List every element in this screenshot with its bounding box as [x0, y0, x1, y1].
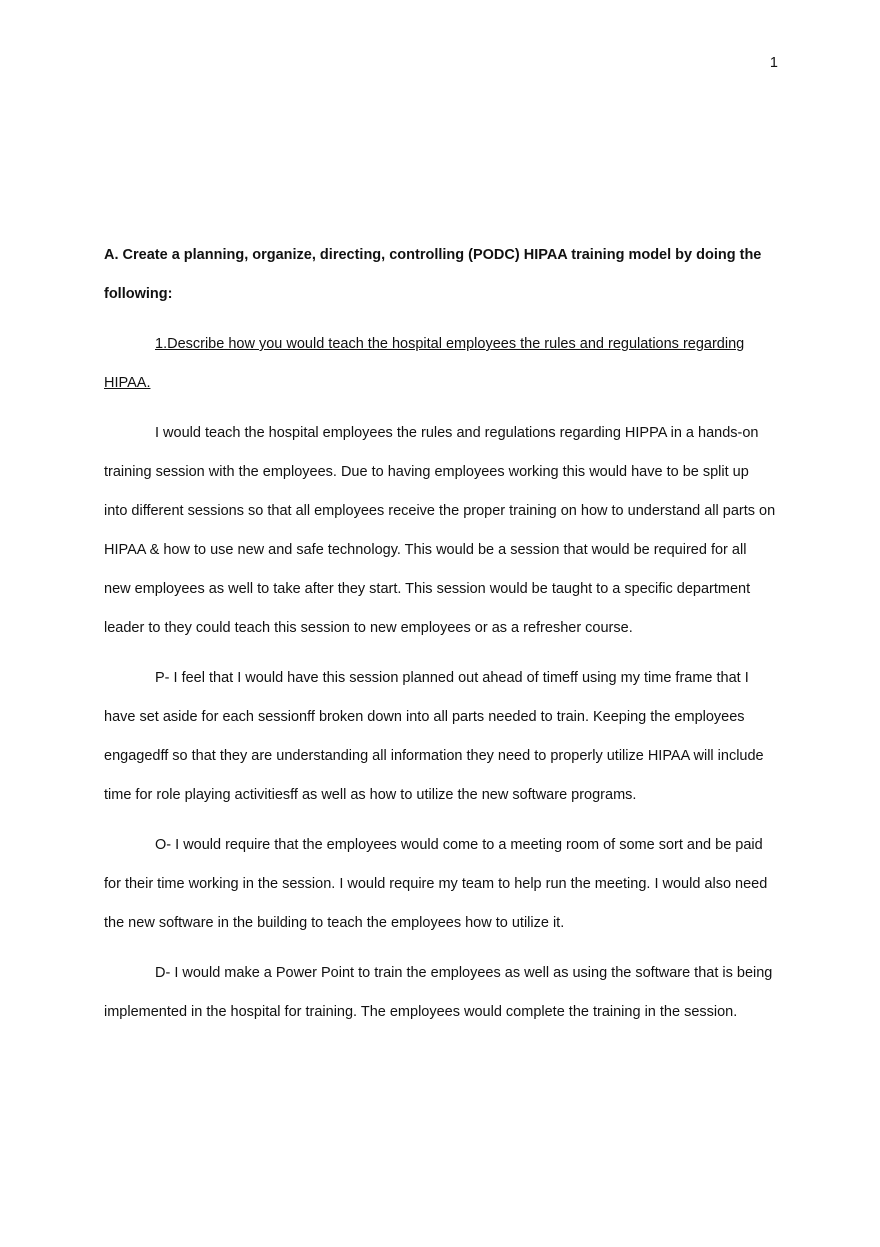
paragraph-organizing: O- I would require that the employees would come to a meeting room of some sort and be paid for their time working in the session. I would require my team to help run the meeting. I would also need the new software in the building to teach the employees how to utilize it. [104, 837, 768, 931]
question-subheading-text: 1.Describe how you would teach the hospital employees the rules and regulations regarding HIPAA. [104, 336, 745, 391]
paragraph-planning: P- I feel that I would have this session planned out ahead of timeff using my time frame that I have set aside for each sessionff broken down into all parts needed to train. Keeping the employees engagedff so that they are understanding all information they need to properly utilize HIPAA will include time for role playing activitiesff as well as how to utilize the new software programs. [104, 670, 764, 803]
question-subheading [104, 325, 776, 403]
paragraph-directing: D- I would make a Power Point to train the employees as well as using the software that is being implemented in the hospital for training. The employees would complete the training in the session. [104, 965, 773, 1020]
document-body [104, 236, 776, 1043]
paragraph-intro: I would teach the hospital employees the rules and regulations regarding HIPPA in a hands-on training session with the employees. Due to having employees working this would have to be split up into different sessions so that all employees receive the proper training on how to understand all parts on HIPAA & how to use new and safe technology. This would be a session that would be required for all new employees as well to take after they start. This session would be taught to a specific department leader to they could teach this session to new employees or as a refresher course. [104, 425, 776, 636]
section-heading: A. Create a planning, organize, directing, controlling (PODC) HIPAA training model by doing the following: [104, 247, 762, 302]
page-number: 1 [769, 55, 778, 71]
